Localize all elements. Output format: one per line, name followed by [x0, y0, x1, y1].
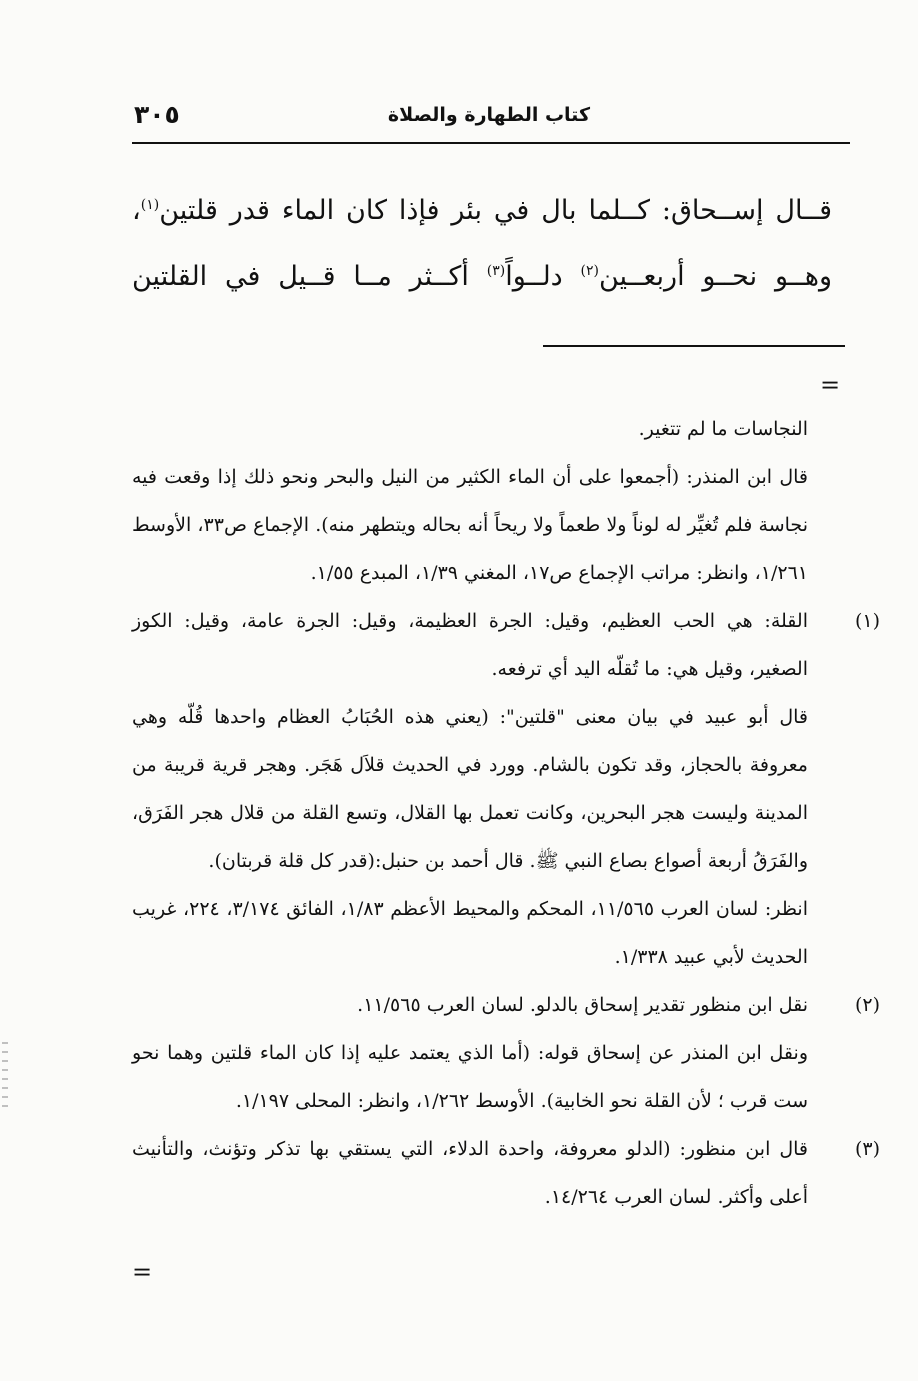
scan-artifact [2, 1042, 8, 1112]
footnote-2 [132, 981, 880, 1029]
main-line-1 [132, 178, 832, 244]
page-number: ٣٠٥ [134, 100, 180, 129]
footnote-2-paragraph-2: ونقل ابن المنذر عن إسحاق قوله: (أما الذي يعتمد عليه إذا كان الماء قلتين وهما نحو ست قرب ؛ لأن القلة نحو الخابية). الأوسط ١/٢٦٢، وانظر: المحلى ١/١٩٧. [132, 1042, 808, 1112]
footnote-2-text: نقل ابن منظور تقدير إسحاق بالدلو. لسان العرب ١١/٥٦٥. [357, 994, 808, 1016]
continuation-mark-top: = [820, 371, 841, 399]
footnote-3-number: (٣) [854, 1138, 880, 1160]
running-title: كتاب الطهارة والصلاة [387, 104, 590, 126]
footnote-1-text: القلة: هي الحب العظيم، وقيل: الجرة العظيمة، وقيل: الجرة عامة، وقيل: الكوز الصغير، وقيل هي: ما تُقلّه اليد أي ترفعه. [132, 610, 808, 680]
main-line-2-text-b: دلــواً [505, 261, 581, 292]
main-line-2-text-c: أكــثر مــا قــيل في القلتين [132, 261, 487, 292]
continuation-mark-bottom: = [132, 1258, 153, 1286]
main-text [132, 178, 832, 310]
page-header [132, 100, 848, 138]
footnote-continuation-1: النجاسات ما لم تتغير. [638, 418, 808, 440]
header-rule [132, 142, 850, 144]
footnote-3 [132, 1125, 880, 1221]
footnote-1-paragraph-3: انظر: لسان العرب ١١/٥٦٥، المحكم والمحيط الأعظم ١/٨٣، الفائق ٣/١٧٤، ٢٢٤، غريب الحديث لأبي عبيد ١/٣٣٨. [132, 898, 808, 968]
footnotes [132, 405, 880, 1221]
footnote-ref-2[interactable]: (٢) [580, 263, 599, 279]
footnote-separator [543, 345, 845, 347]
footnote-ref-1[interactable]: (١) [140, 197, 160, 213]
footnote-2-number: (٢) [854, 994, 880, 1016]
main-line-2 [132, 244, 832, 310]
footnote-ref-3[interactable]: (٣) [486, 263, 506, 279]
footnote-continuation-2: قال ابن المنذر: (أجمعوا على أن الماء الكثير من النيل والبحر ونحو ذلك إذا وقعت فيه نجاسة فلم تُغيِّر له لوناً ولا طعماً ولا ريحاً أنه بحاله ويتطهر منه). الإجماع ص٣٣، الأوسط ١/٢٦١، وانظر: مراتب الإجماع ص١٧، المغني ١/٣٩، المبدع ١/٥٥. [132, 466, 808, 584]
main-line-2-text-a: وهــو نحــو أربعــين [599, 261, 832, 292]
footnote-3-text: قال ابن منظور: (الدلو معروفة، واحدة الدلاء، التي يستقي بها تذكر وتؤنث، والتأنيث أعلى وأكثر. لسان العرب ١٤/٢٦٤. [132, 1138, 808, 1208]
footnote-1 [132, 597, 880, 693]
main-line-1-text: قــال إســحاق: كــلما بال في بئر فإذا كان الماء قدر قلتين [159, 195, 832, 226]
footnote-1-number: (١) [854, 610, 880, 632]
main-line-1-end: ، [132, 195, 141, 226]
footnote-1-paragraph-2: قال أبو عبيد في بيان معنى "قلتين": (يعني هذه الحُبَابُ العظام واحدها قُلّه وهي معروفة بالحجاز، وقد تكون بالشام. وورد في الحديث قلاَل هَجَر. وهجر قرية قريبة من المدينة وليست هجر البحرين، وكانت تعمل بها القلال، وتسع القلة من قلال هجر الفَرَق، والفَرَقُ أربعة أصواع بصاع النبي ﷺ. قال أحمد بن حنبل:(قدر كل قلة قربتان). [132, 706, 808, 872]
